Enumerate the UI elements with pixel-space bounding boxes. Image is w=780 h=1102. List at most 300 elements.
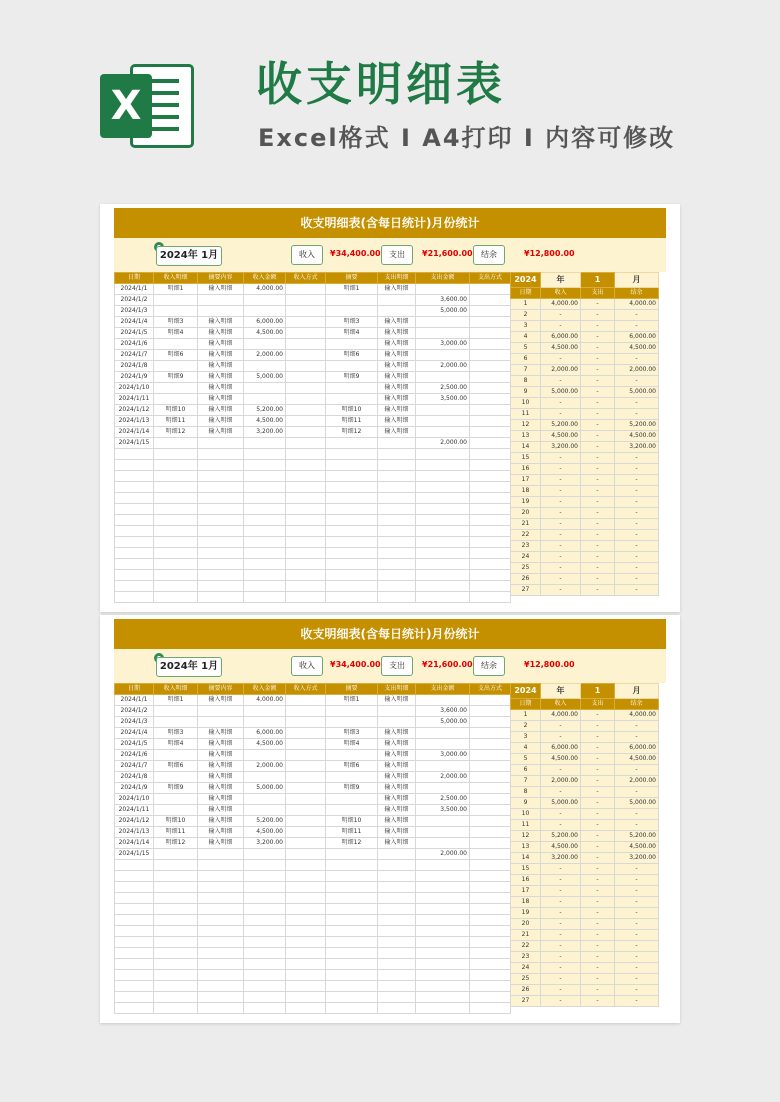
empty-cell[interactable] — [470, 893, 511, 904]
empty-cell[interactable] — [198, 970, 244, 981]
empty-cell[interactable] — [244, 1003, 286, 1014]
empty-cell[interactable] — [244, 504, 286, 515]
empty-cell[interactable] — [198, 948, 244, 959]
empty-cell[interactable] — [154, 548, 198, 559]
cell-income-method[interactable] — [286, 416, 326, 427]
cell-expense-detail[interactable]: 输入明细 — [378, 728, 416, 739]
cell-expense-detail[interactable]: 输入明细 — [378, 772, 416, 783]
cell-expense-summary[interactable]: 明细9 — [326, 783, 378, 794]
cell-date[interactable]: 2024/1/8 — [115, 772, 154, 783]
cell-expense-amount[interactable] — [416, 350, 470, 361]
cell-expense-summary[interactable] — [326, 772, 378, 783]
empty-cell[interactable] — [326, 537, 378, 548]
empty-cell[interactable] — [416, 537, 470, 548]
empty-cell[interactable] — [378, 1003, 416, 1014]
cell-expense-detail[interactable]: 输入明细 — [378, 794, 416, 805]
cell-expense-detail[interactable] — [378, 849, 416, 860]
cell-income-amount[interactable]: 4,500.00 — [244, 827, 286, 838]
cell-income-amount[interactable] — [244, 794, 286, 805]
empty-cell[interactable] — [416, 970, 470, 981]
empty-cell[interactable] — [326, 592, 378, 603]
cell-income-summary[interactable]: 输入明细 — [198, 805, 244, 816]
cell-income-detail[interactable]: 明细11 — [154, 827, 198, 838]
empty-cell[interactable] — [198, 981, 244, 992]
empty-cell[interactable] — [115, 948, 154, 959]
cell-expense-amount[interactable] — [416, 838, 470, 849]
empty-cell[interactable] — [470, 592, 511, 603]
cell-expense-detail[interactable]: 输入明细 — [378, 350, 416, 361]
cell-expense-amount[interactable]: 3,600.00 — [416, 706, 470, 717]
empty-cell[interactable] — [198, 504, 244, 515]
cell-expense-summary[interactable] — [326, 383, 378, 394]
empty-cell[interactable] — [244, 871, 286, 882]
cell-expense-method[interactable] — [470, 761, 511, 772]
empty-cell[interactable] — [244, 926, 286, 937]
cell-income-detail[interactable] — [154, 794, 198, 805]
empty-cell[interactable] — [154, 1003, 198, 1014]
empty-cell[interactable] — [470, 882, 511, 893]
empty-cell[interactable] — [378, 493, 416, 504]
cell-expense-summary[interactable] — [326, 849, 378, 860]
empty-cell[interactable] — [416, 559, 470, 570]
cell-income-detail[interactable] — [154, 306, 198, 317]
cell-date[interactable]: 2024/1/9 — [115, 783, 154, 794]
cell-date[interactable]: 2024/1/15 — [115, 438, 154, 449]
cell-income-method[interactable] — [286, 794, 326, 805]
empty-cell[interactable] — [198, 482, 244, 493]
empty-cell[interactable] — [198, 493, 244, 504]
empty-cell[interactable] — [326, 871, 378, 882]
cell-expense-method[interactable] — [470, 405, 511, 416]
empty-cell[interactable] — [286, 959, 326, 970]
empty-cell[interactable] — [286, 504, 326, 515]
empty-cell[interactable] — [154, 504, 198, 515]
cell-expense-detail[interactable]: 输入明细 — [378, 383, 416, 394]
empty-cell[interactable] — [198, 871, 244, 882]
empty-cell[interactable] — [115, 992, 154, 1003]
empty-cell[interactable] — [198, 592, 244, 603]
cell-income-amount[interactable]: 5,000.00 — [244, 783, 286, 794]
cell-expense-method[interactable] — [470, 783, 511, 794]
cell-expense-detail[interactable]: 输入明细 — [378, 838, 416, 849]
cell-income-detail[interactable] — [154, 849, 198, 860]
empty-cell[interactable] — [378, 981, 416, 992]
cell-date[interactable]: 2024/1/10 — [115, 383, 154, 394]
cell-expense-detail[interactable]: 输入明细 — [378, 783, 416, 794]
empty-cell[interactable] — [326, 970, 378, 981]
cell-expense-summary[interactable]: 明细10 — [326, 405, 378, 416]
empty-cell[interactable] — [470, 581, 511, 592]
empty-cell[interactable] — [470, 471, 511, 482]
empty-cell[interactable] — [198, 959, 244, 970]
cell-expense-method[interactable] — [470, 394, 511, 405]
cell-expense-amount[interactable]: 2,500.00 — [416, 794, 470, 805]
empty-cell[interactable] — [115, 893, 154, 904]
empty-cell[interactable] — [470, 926, 511, 937]
cell-expense-detail[interactable]: 输入明细 — [378, 761, 416, 772]
empty-cell[interactable] — [416, 548, 470, 559]
cell-income-amount[interactable]: 5,200.00 — [244, 816, 286, 827]
cell-income-summary[interactable]: 输入明细 — [198, 695, 244, 706]
cell-expense-summary[interactable] — [326, 805, 378, 816]
empty-cell[interactable] — [154, 970, 198, 981]
empty-cell[interactable] — [378, 537, 416, 548]
cell-income-summary[interactable]: 输入明细 — [198, 317, 244, 328]
empty-cell[interactable] — [115, 981, 154, 992]
empty-cell[interactable] — [378, 904, 416, 915]
cell-date[interactable]: 2024/1/9 — [115, 372, 154, 383]
empty-cell[interactable] — [286, 860, 326, 871]
cell-expense-method[interactable] — [470, 339, 511, 350]
income-button[interactable]: 收入 — [291, 656, 323, 676]
cell-expense-amount[interactable] — [416, 372, 470, 383]
cell-income-detail[interactable] — [154, 772, 198, 783]
cell-income-detail[interactable] — [154, 361, 198, 372]
empty-cell[interactable] — [326, 581, 378, 592]
cell-date[interactable]: 2024/1/15 — [115, 849, 154, 860]
cell-income-method[interactable] — [286, 438, 326, 449]
cell-income-method[interactable] — [286, 328, 326, 339]
empty-cell[interactable] — [286, 915, 326, 926]
empty-cell[interactable] — [326, 471, 378, 482]
cell-expense-method[interactable] — [470, 816, 511, 827]
cell-expense-amount[interactable] — [416, 328, 470, 339]
empty-cell[interactable] — [286, 460, 326, 471]
empty-cell[interactable] — [115, 882, 154, 893]
cell-expense-summary[interactable]: 明细6 — [326, 761, 378, 772]
empty-cell[interactable] — [198, 915, 244, 926]
cell-income-detail[interactable]: 明细10 — [154, 816, 198, 827]
cell-expense-amount[interactable]: 2,000.00 — [416, 849, 470, 860]
cell-income-detail[interactable]: 明细6 — [154, 350, 198, 361]
empty-cell[interactable] — [470, 526, 511, 537]
empty-cell[interactable] — [416, 493, 470, 504]
cell-expense-detail[interactable]: 输入明细 — [378, 317, 416, 328]
cell-income-amount[interactable]: 4,500.00 — [244, 739, 286, 750]
empty-cell[interactable] — [115, 460, 154, 471]
cell-expense-method[interactable] — [470, 328, 511, 339]
cell-expense-amount[interactable]: 3,500.00 — [416, 394, 470, 405]
cell-income-amount[interactable]: 2,000.00 — [244, 761, 286, 772]
cell-income-method[interactable] — [286, 783, 326, 794]
cell-expense-detail[interactable]: 输入明细 — [378, 416, 416, 427]
cell-expense-method[interactable] — [470, 794, 511, 805]
cell-expense-summary[interactable]: 明细3 — [326, 728, 378, 739]
cell-income-method[interactable] — [286, 805, 326, 816]
cell-income-summary[interactable]: 输入明细 — [198, 750, 244, 761]
empty-cell[interactable] — [286, 493, 326, 504]
cell-income-method[interactable] — [286, 372, 326, 383]
empty-cell[interactable] — [115, 959, 154, 970]
cell-expense-summary[interactable]: 明细11 — [326, 827, 378, 838]
cell-income-amount[interactable] — [244, 772, 286, 783]
income-button[interactable]: 收入 — [291, 245, 323, 265]
empty-cell[interactable] — [286, 981, 326, 992]
cell-income-amount[interactable] — [244, 706, 286, 717]
empty-cell[interactable] — [326, 493, 378, 504]
cell-expense-summary[interactable] — [326, 394, 378, 405]
empty-cell[interactable] — [154, 460, 198, 471]
empty-cell[interactable] — [416, 471, 470, 482]
balance-button[interactable]: 结余 — [473, 656, 505, 676]
cell-income-amount[interactable] — [244, 438, 286, 449]
cell-expense-detail[interactable]: 输入明细 — [378, 827, 416, 838]
cell-expense-detail[interactable]: 输入明细 — [378, 816, 416, 827]
empty-cell[interactable] — [416, 515, 470, 526]
empty-cell[interactable] — [115, 548, 154, 559]
empty-cell[interactable] — [154, 948, 198, 959]
cell-expense-method[interactable] — [470, 750, 511, 761]
cell-income-amount[interactable] — [244, 383, 286, 394]
cell-date[interactable]: 2024/1/14 — [115, 427, 154, 438]
cell-income-amount[interactable] — [244, 361, 286, 372]
cell-date[interactable]: 2024/1/6 — [115, 339, 154, 350]
empty-cell[interactable] — [115, 970, 154, 981]
empty-cell[interactable] — [154, 537, 198, 548]
empty-cell[interactable] — [154, 559, 198, 570]
empty-cell[interactable] — [154, 526, 198, 537]
cell-expense-detail[interactable]: 输入明细 — [378, 328, 416, 339]
cell-income-method[interactable] — [286, 816, 326, 827]
cell-income-summary[interactable]: 输入明细 — [198, 416, 244, 427]
cell-income-summary[interactable]: 输入明细 — [198, 339, 244, 350]
empty-cell[interactable] — [115, 926, 154, 937]
empty-cell[interactable] — [154, 937, 198, 948]
cell-income-detail[interactable]: 明细4 — [154, 739, 198, 750]
empty-cell[interactable] — [470, 570, 511, 581]
cell-income-method[interactable] — [286, 717, 326, 728]
empty-cell[interactable] — [154, 992, 198, 1003]
empty-cell[interactable] — [416, 504, 470, 515]
empty-cell[interactable] — [326, 570, 378, 581]
empty-cell[interactable] — [416, 592, 470, 603]
empty-cell[interactable] — [286, 926, 326, 937]
empty-cell[interactable] — [154, 981, 198, 992]
empty-cell[interactable] — [286, 882, 326, 893]
cell-date[interactable]: 2024/1/7 — [115, 350, 154, 361]
cell-income-method[interactable] — [286, 317, 326, 328]
empty-cell[interactable] — [326, 981, 378, 992]
empty-cell[interactable] — [286, 893, 326, 904]
cell-income-amount[interactable] — [244, 849, 286, 860]
cell-income-detail[interactable] — [154, 295, 198, 306]
empty-cell[interactable] — [198, 537, 244, 548]
cell-income-summary[interactable] — [198, 438, 244, 449]
empty-cell[interactable] — [154, 570, 198, 581]
cell-expense-detail[interactable]: 输入明细 — [378, 739, 416, 750]
empty-cell[interactable] — [198, 548, 244, 559]
empty-cell[interactable] — [286, 570, 326, 581]
empty-cell[interactable] — [378, 893, 416, 904]
cell-income-detail[interactable] — [154, 717, 198, 728]
cell-date[interactable]: 2024/1/4 — [115, 728, 154, 739]
cell-income-detail[interactable] — [154, 383, 198, 394]
cell-income-detail[interactable]: 明细4 — [154, 328, 198, 339]
cell-income-summary[interactable] — [198, 717, 244, 728]
cell-income-detail[interactable]: 明细1 — [154, 284, 198, 295]
empty-cell[interactable] — [470, 515, 511, 526]
empty-cell[interactable] — [244, 904, 286, 915]
empty-cell[interactable] — [286, 1003, 326, 1014]
cell-expense-detail[interactable]: 输入明细 — [378, 750, 416, 761]
empty-cell[interactable] — [115, 860, 154, 871]
cell-income-summary[interactable]: 输入明细 — [198, 761, 244, 772]
cell-income-summary[interactable]: 输入明细 — [198, 405, 244, 416]
empty-cell[interactable] — [286, 992, 326, 1003]
empty-cell[interactable] — [470, 1003, 511, 1014]
cell-income-method[interactable] — [286, 728, 326, 739]
empty-cell[interactable] — [244, 493, 286, 504]
empty-cell[interactable] — [378, 860, 416, 871]
cell-income-method[interactable] — [286, 706, 326, 717]
empty-cell[interactable] — [286, 548, 326, 559]
cell-expense-amount[interactable]: 3,600.00 — [416, 295, 470, 306]
empty-cell[interactable] — [115, 559, 154, 570]
empty-cell[interactable] — [286, 526, 326, 537]
cell-expense-amount[interactable] — [416, 761, 470, 772]
empty-cell[interactable] — [115, 904, 154, 915]
empty-cell[interactable] — [244, 992, 286, 1003]
cell-income-summary[interactable]: 输入明细 — [198, 827, 244, 838]
empty-cell[interactable] — [378, 515, 416, 526]
empty-cell[interactable] — [198, 559, 244, 570]
empty-cell[interactable] — [470, 871, 511, 882]
empty-cell[interactable] — [416, 581, 470, 592]
cell-income-method[interactable] — [286, 750, 326, 761]
cell-income-summary[interactable]: 输入明细 — [198, 783, 244, 794]
cell-income-method[interactable] — [286, 350, 326, 361]
empty-cell[interactable] — [115, 504, 154, 515]
cell-expense-method[interactable] — [470, 416, 511, 427]
cell-income-summary[interactable]: 输入明细 — [198, 427, 244, 438]
empty-cell[interactable] — [378, 592, 416, 603]
cell-income-method[interactable] — [286, 761, 326, 772]
empty-cell[interactable] — [416, 460, 470, 471]
cell-expense-amount[interactable]: 5,000.00 — [416, 306, 470, 317]
cell-income-method[interactable] — [286, 838, 326, 849]
empty-cell[interactable] — [244, 482, 286, 493]
empty-cell[interactable] — [470, 537, 511, 548]
cell-date[interactable]: 2024/1/1 — [115, 695, 154, 706]
empty-cell[interactable] — [115, 1003, 154, 1014]
cell-expense-method[interactable] — [470, 805, 511, 816]
cell-income-method[interactable] — [286, 849, 326, 860]
cell-date[interactable]: 2024/1/4 — [115, 317, 154, 328]
cell-expense-amount[interactable] — [416, 783, 470, 794]
empty-cell[interactable] — [416, 992, 470, 1003]
empty-cell[interactable] — [115, 449, 154, 460]
empty-cell[interactable] — [244, 526, 286, 537]
cell-date[interactable]: 2024/1/2 — [115, 295, 154, 306]
empty-cell[interactable] — [326, 959, 378, 970]
empty-cell[interactable] — [244, 970, 286, 981]
empty-cell[interactable] — [244, 981, 286, 992]
cell-expense-detail[interactable]: 输入明细 — [378, 361, 416, 372]
cell-income-amount[interactable]: 4,500.00 — [244, 328, 286, 339]
cell-expense-method[interactable] — [470, 695, 511, 706]
cell-date[interactable]: 2024/1/2 — [115, 706, 154, 717]
cell-expense-amount[interactable] — [416, 405, 470, 416]
cell-income-summary[interactable]: 输入明细 — [198, 772, 244, 783]
cell-expense-summary[interactable]: 明细1 — [326, 695, 378, 706]
empty-cell[interactable] — [154, 482, 198, 493]
cell-expense-summary[interactable]: 明细12 — [326, 427, 378, 438]
cell-date[interactable]: 2024/1/11 — [115, 394, 154, 405]
cell-income-method[interactable] — [286, 695, 326, 706]
cell-income-detail[interactable]: 明细3 — [154, 317, 198, 328]
cell-income-detail[interactable]: 明细11 — [154, 416, 198, 427]
empty-cell[interactable] — [470, 948, 511, 959]
cell-expense-method[interactable] — [470, 728, 511, 739]
empty-cell[interactable] — [115, 482, 154, 493]
cell-income-amount[interactable]: 6,000.00 — [244, 728, 286, 739]
empty-cell[interactable] — [416, 482, 470, 493]
cell-expense-summary[interactable]: 明细12 — [326, 838, 378, 849]
empty-cell[interactable] — [154, 926, 198, 937]
expense-button[interactable]: 支出 — [381, 245, 413, 265]
empty-cell[interactable] — [378, 992, 416, 1003]
cell-expense-method[interactable] — [470, 772, 511, 783]
cell-income-summary[interactable]: 输入明细 — [198, 350, 244, 361]
month-selector[interactable]: 2024年 1月 — [156, 246, 222, 266]
expense-button[interactable]: 支出 — [381, 656, 413, 676]
empty-cell[interactable] — [244, 915, 286, 926]
empty-cell[interactable] — [470, 482, 511, 493]
cell-income-summary[interactable] — [198, 306, 244, 317]
empty-cell[interactable] — [326, 992, 378, 1003]
cell-income-method[interactable] — [286, 361, 326, 372]
empty-cell[interactable] — [154, 871, 198, 882]
empty-cell[interactable] — [198, 471, 244, 482]
cell-income-amount[interactable]: 4,000.00 — [244, 284, 286, 295]
empty-cell[interactable] — [198, 515, 244, 526]
empty-cell[interactable] — [326, 882, 378, 893]
empty-cell[interactable] — [378, 581, 416, 592]
cell-expense-method[interactable] — [470, 306, 511, 317]
cell-expense-method[interactable] — [470, 317, 511, 328]
empty-cell[interactable] — [326, 548, 378, 559]
empty-cell[interactable] — [198, 460, 244, 471]
empty-cell[interactable] — [286, 537, 326, 548]
cell-expense-detail[interactable] — [378, 717, 416, 728]
empty-cell[interactable] — [244, 570, 286, 581]
empty-cell[interactable] — [115, 515, 154, 526]
empty-cell[interactable] — [198, 860, 244, 871]
empty-cell[interactable] — [244, 882, 286, 893]
cell-expense-amount[interactable]: 2,500.00 — [416, 383, 470, 394]
cell-income-summary[interactable]: 输入明细 — [198, 794, 244, 805]
cell-expense-amount[interactable]: 5,000.00 — [416, 717, 470, 728]
empty-cell[interactable] — [115, 493, 154, 504]
cell-expense-detail[interactable]: 输入明细 — [378, 695, 416, 706]
cell-income-amount[interactable] — [244, 339, 286, 350]
cell-income-summary[interactable]: 输入明细 — [198, 728, 244, 739]
empty-cell[interactable] — [416, 526, 470, 537]
empty-cell[interactable] — [198, 1003, 244, 1014]
empty-cell[interactable] — [416, 948, 470, 959]
cell-expense-summary[interactable]: 明细9 — [326, 372, 378, 383]
cell-income-summary[interactable]: 输入明细 — [198, 739, 244, 750]
daily-year[interactable]: 2024 — [511, 273, 541, 288]
empty-cell[interactable] — [470, 970, 511, 981]
cell-income-summary[interactable] — [198, 706, 244, 717]
empty-cell[interactable] — [470, 915, 511, 926]
empty-cell[interactable] — [154, 449, 198, 460]
cell-date[interactable]: 2024/1/12 — [115, 816, 154, 827]
empty-cell[interactable] — [326, 937, 378, 948]
cell-expense-summary[interactable]: 明细10 — [326, 816, 378, 827]
cell-income-amount[interactable]: 2,000.00 — [244, 350, 286, 361]
